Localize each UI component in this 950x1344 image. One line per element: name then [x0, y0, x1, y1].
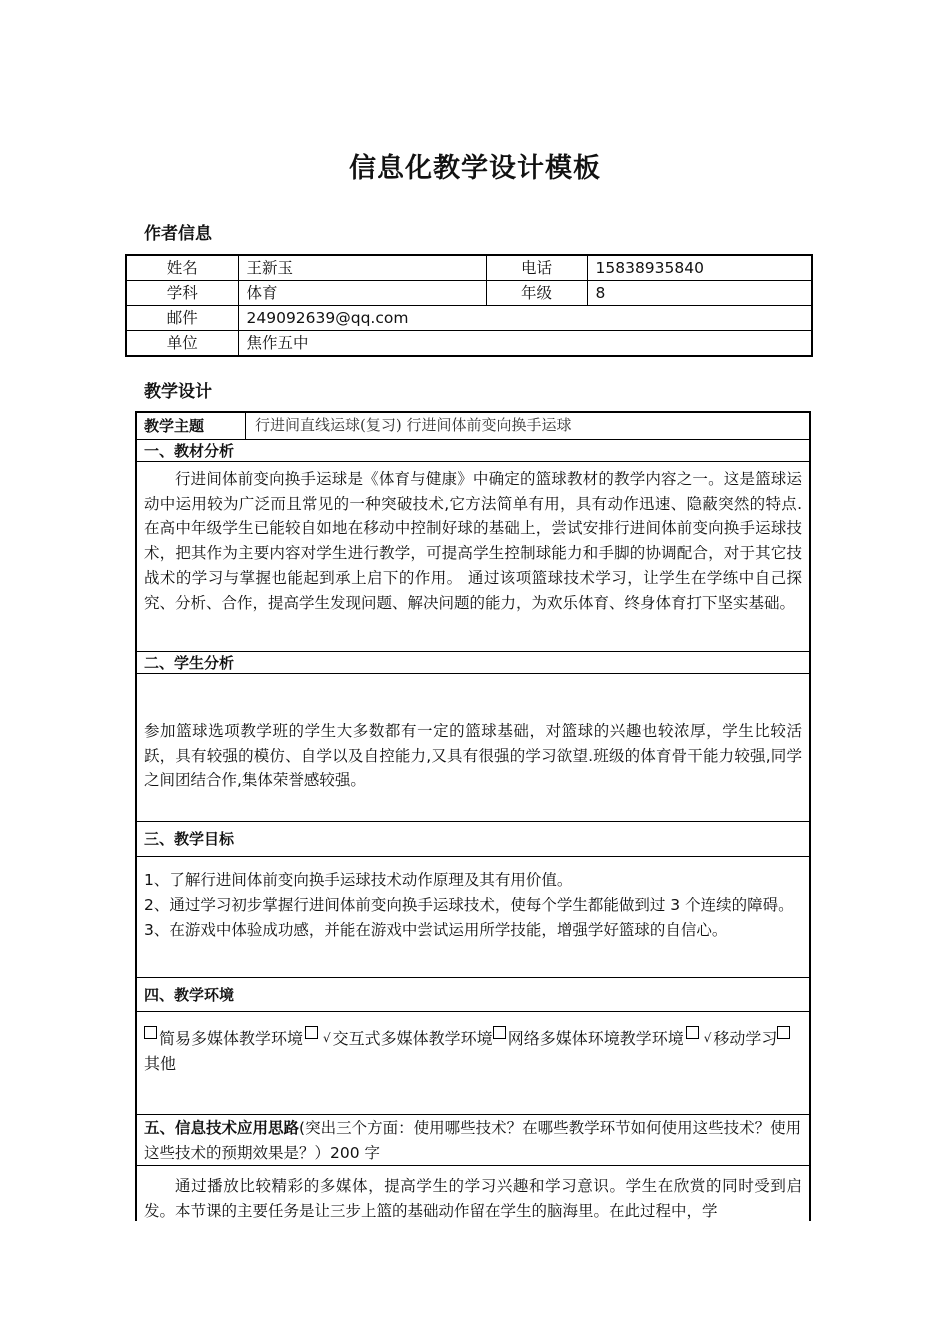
subject-value: 体育: [238, 281, 486, 306]
section-title-student-analysis: 二、学生分析: [137, 652, 809, 674]
goal-number: 2、: [144, 896, 170, 914]
table-row: [126, 306, 812, 331]
subject-label: 学科: [126, 281, 238, 306]
material-analysis-text: 行进间体前变向换手运球是《体育与健康》中确定的篮球教材的教学内容之一。这是篮球运动中运用较为广泛而且常见的一种突破技术,它方法简单有用，具有动作迅速、隐蔽突然的特点.在高中年级学生已能较自如地在移动中控制好球的基础上，尝试安排行进间体前变向换手运球技术，把其作为主要内容对学生进行教学，可提高学生控制球能力和手脚的协调配合，对于其它技战术的学习与掌握也能起到承上启下的作用。 通过该项篮球技术学习，让学生在学练中自己探究、分析、合作，提高学生发现问题、解决问题的能力，为欢乐体育、终身体育打下坚实基础。: [144, 470, 802, 612]
theme-value: 行进间直线运球(复习) 行进间体前变向换手运球: [255, 416, 572, 434]
goal-text: 通过学习初步掌握行进间体前变向换手运球技术，使每个学生都能做到过 3 个连续的障碍。: [169, 896, 794, 914]
student-analysis-text: 参加篮球选项教学班的学生大多数都有一定的篮球基础，对篮球的兴趣也较浓厚，学生比较活跃，具有较强的模仿、自学以及自控能力,又具有很强的学习欲望.班级的体育骨干能力较强,同学之间团结合作,集体荣誉感较强。: [144, 722, 802, 790]
checkmark-icon: √: [323, 1031, 331, 1045]
it-application-text: 通过播放比较精彩的多媒体，提高学生的学习兴趣和学习意识。学生在欣赏的同时受到启发。本节课的主要任务是让三步上篮的基础动作留在学生的脑海里。在此过程中，学: [144, 1177, 802, 1220]
theme-row: [137, 413, 809, 440]
section-title-material-analysis: 一、教材分析: [137, 440, 809, 462]
page-title: 信息化教学设计模板: [349, 153, 601, 184]
goal-number: 3、: [144, 921, 170, 939]
student-analysis-cell: [137, 674, 809, 822]
list-item: [144, 868, 802, 893]
section-title-teaching-goals: 三、教学目标: [137, 822, 809, 857]
table-row: [126, 281, 812, 306]
checkmark-icon: √: [703, 1031, 712, 1045]
goal-text: 在游戏中体验成功感，并能在游戏中尝试运用所学技能，增强学好篮球的自信心。: [169, 921, 728, 939]
teaching-environment-cell: [137, 1012, 809, 1115]
it-application-heading: [144, 1116, 802, 1165]
list-item: [144, 893, 802, 918]
teaching-goals-cell: [137, 857, 809, 978]
checkbox-simple-multimedia[interactable]: [144, 1026, 157, 1039]
environment-options: [144, 1026, 802, 1076]
it-application-title: 五、信息技术应用思路: [144, 1119, 300, 1137]
list-item: [144, 918, 802, 943]
checkbox-network-multimedia[interactable]: [493, 1026, 506, 1039]
name-value: 王新玉: [238, 255, 486, 281]
option-network-multimedia: 网络多媒体环境教学环境: [507, 1029, 684, 1048]
option-mobile-learning: 移动学习: [713, 1029, 778, 1048]
table-row: [126, 255, 812, 281]
author-info-heading: 作者信息: [144, 224, 212, 244]
unit-label: 单位: [126, 331, 238, 357]
it-application-note: (突出三个方面：使用哪些技术？在哪些教学环节如何使用这些技术？使用这些技术的预期效果是？）200 字: [144, 1119, 802, 1162]
checkbox-interactive-multimedia[interactable]: [305, 1026, 318, 1039]
phone-value: 15838935840: [587, 255, 812, 281]
name-label: 姓名: [126, 255, 238, 281]
checkbox-mobile-learning[interactable]: [686, 1026, 699, 1039]
author-info-table: [125, 254, 813, 357]
phone-label: 电话: [486, 255, 587, 281]
material-analysis-cell: [137, 462, 809, 652]
section-title-it-application: [137, 1115, 809, 1166]
grade-label: 年级: [486, 281, 587, 306]
email-value: 249092639@qq.com: [238, 306, 812, 331]
email-label: 邮件: [126, 306, 238, 331]
goal-number: 1、: [144, 871, 170, 889]
grade-value: 8: [587, 281, 812, 306]
goal-text: 了解行进间体前变向换手运球技术动作原理及其有用价值。: [169, 871, 573, 889]
theme-label: 教学主题: [137, 413, 246, 439]
unit-value: 焦作五中: [238, 331, 812, 357]
option-simple-multimedia: 简易多媒体教学环境: [159, 1029, 304, 1048]
it-application-cell: [137, 1166, 809, 1221]
teaching-design-table: [135, 411, 811, 1221]
section-title-teaching-environment: 四、教学环境: [137, 978, 809, 1012]
teaching-design-heading: 教学设计: [144, 382, 212, 402]
table-row: [126, 331, 812, 357]
option-other: 其他: [144, 1054, 177, 1073]
checkbox-other[interactable]: [777, 1026, 790, 1039]
option-interactive-multimedia: 交互式多媒体教学环境: [332, 1029, 493, 1048]
